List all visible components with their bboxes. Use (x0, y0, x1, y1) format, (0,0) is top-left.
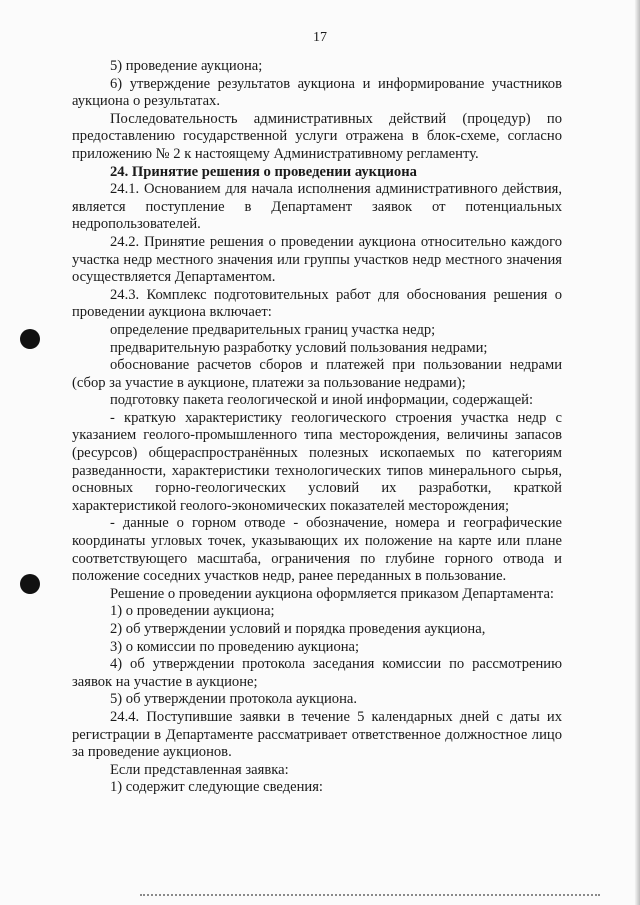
list-item: подготовку пакета геологической и иной информации, содержащей: (110, 392, 534, 409)
list-item: 2) об утверждении условий и порядка проведения аукциона, (110, 621, 486, 637)
list-item: 5) проведение аукциона; (110, 58, 263, 74)
list-item: 6) утверждение результатов аукциона и информирование участников аукциона о результатах. (72, 75, 562, 110)
scan-noise-line (140, 894, 600, 898)
list-item: - данные о горном отводе - обозначение, номера и географические координаты угловых точек, указывающих их положение на карте или плане соответствующего масштаба, ограничения по глубине горного отвода и положение соседних участков недр, ранее переданных в пользование. (72, 515, 562, 585)
paragraph: Если представленная заявка: (110, 761, 289, 778)
page-edge-shadow (634, 0, 640, 905)
paragraph: 24.2. Принятие решения о проведении аукциона относительно каждого участка недр местного значения или группы участков недр местного значения осуществляется Департаментом. (72, 233, 562, 286)
list-item: 5) об утверждении протокола аукциона. (110, 691, 358, 708)
paragraph: 24.4. Поступившие заявки в течение 5 календарных дней с даты их регистрации в Департаменте рассматривает ответственное должностное лицо за проведение аукционов. (72, 708, 562, 761)
list-item: 1) о проведении аукциона; (110, 603, 275, 620)
list-item: 1) содержит следующие сведения: (110, 779, 323, 796)
document-body (72, 58, 562, 797)
paragraph: Решение о проведении аукциона оформляется приказом Департамента: (110, 585, 554, 602)
paragraph: 24.1. Основанием для начала исполнения административного действия, является поступление в Департамент заявок от потенциальных недропользователей. (72, 181, 562, 233)
list-item: предварительную разработку условий пользования недрами; (110, 339, 488, 356)
list-item: - краткую характеристику геологического строения участка недр с указанием геолого-промышленного типа месторождения, величины запасов (ресурсов) общераспространённых полезных ископаемых по категориям разведанности, характеристики технологических типов минерального сырья, основных горно-геологических условий их разработки, краткой характеристикой геолого-экономических показателей месторождения; (72, 409, 562, 514)
paragraph: 24.3. Комплекс подготовительных работ для обоснования решения о проведении аукциона включает: (72, 286, 562, 321)
list-item: 3) о комиссии по проведению аукциона; (110, 638, 360, 655)
list-item: обоснование расчетов сборов и платежей при пользовании недрами (сбор за участие в аукционе, платежи за пользование недрами); (72, 357, 562, 391)
punch-hole-mark (20, 574, 40, 594)
punch-hole-mark (20, 329, 40, 349)
list-item: определение предварительных границ участка недр; (110, 321, 436, 338)
page-number: 17 (313, 30, 327, 45)
paragraph: Последовательность административных действий (процедур) по предоставлению государственной услуги отражена в блок-схеме, согласно приложению № 2 к настоящему Административному регламенту. (72, 110, 562, 162)
list-item: 4) об утверждении протокола заседания комиссии по рассмотрению заявок на участие в аукционе; (72, 656, 562, 690)
section-heading: 24. Принятие решения о проведении аукциона (110, 163, 417, 180)
